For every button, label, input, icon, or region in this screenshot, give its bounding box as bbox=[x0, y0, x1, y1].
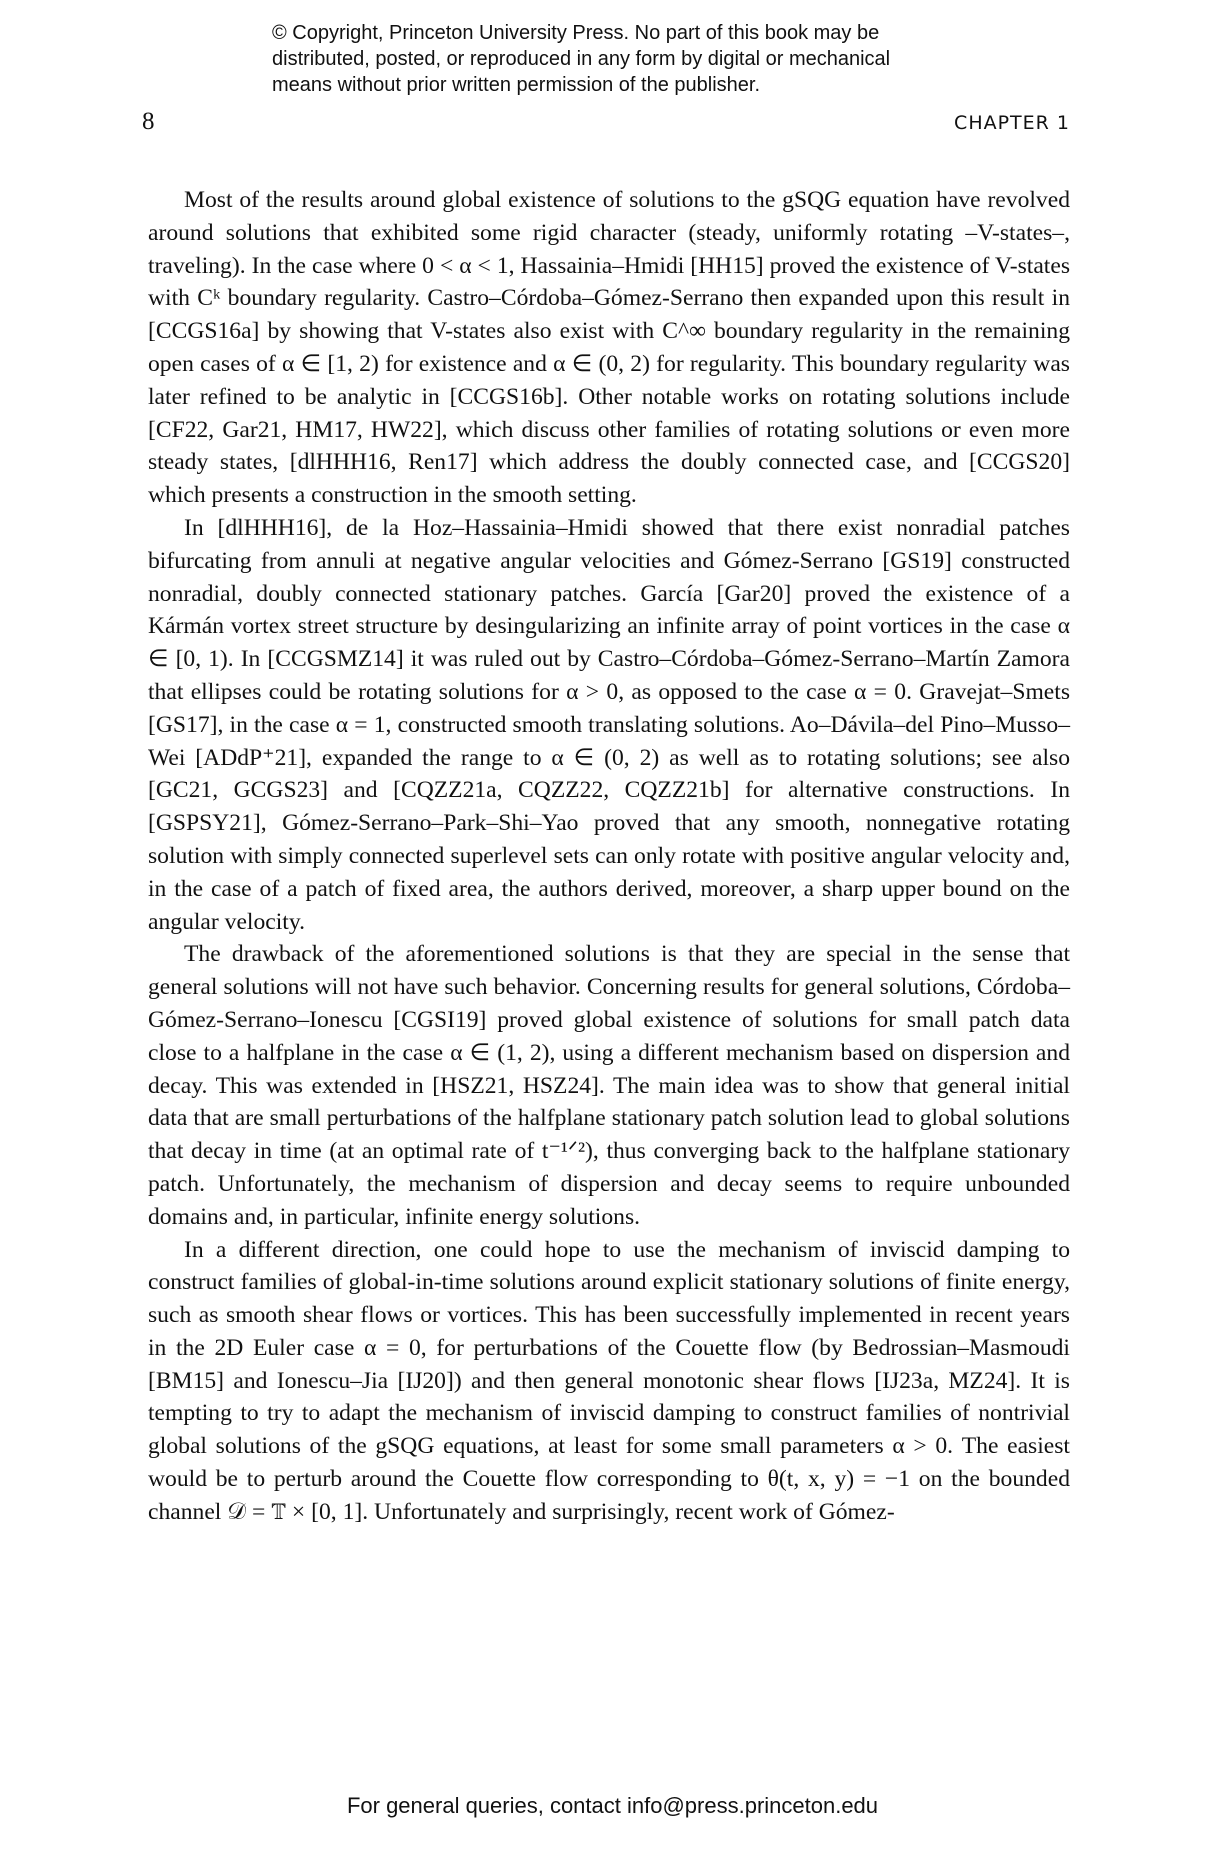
copyright-notice bbox=[272, 20, 992, 98]
copyright-line: means without prior written permission of the publisher. bbox=[272, 74, 761, 96]
copyright-line: © Copyright, Princeton University Press. No part of this book may be bbox=[272, 22, 880, 44]
running-head: CHAPTER 1 bbox=[954, 112, 1070, 134]
paragraph: Most of the results around global existence of solutions to the gSQG equation have revolved around solutions that exhibited some rigid character (steady, uniformly rotating –V-states–, traveling). In the case where 0 < α < 1, Hassainia–Hmidi [HH15] proved the existence of V-states with Cᵏ boundary regularity. Castro–Córdoba–Gómez-Serrano then expanded upon this result in [CCGS16a] by showing that V-states also exist with C^∞ boundary regularity in the remaining open cases of α ∈ [1, 2) for existence and α ∈ (0, 2) for regularity. This boundary regularity was later refined to be analytic in [CCGS16b]. Other notable works on rotating solutions include [CF22, Gar21, HM17, HW22], which discuss other families of rotating solutions or even more steady states, [dlHHH16, Ren17] which address the doubly connected case, and [CCGS20] which presents a construction in the smooth setting. bbox=[148, 187, 1070, 509]
footer-contact: For general queries, contact info@press.princeton.edu bbox=[346, 1793, 879, 1818]
body-text bbox=[148, 184, 1070, 1529]
page-number: 8 bbox=[142, 108, 155, 135]
paragraph: The drawback of the aforementioned solutions is that they are special in the sense that general solutions will not have such behavior. Concerning results for general solutions, Córdoba–Gómez-Serrano–Ionescu [CGSI19] proved global existence of solutions for small patch data close to a halfplane in the case α ∈ (1, 2), using a different mechanism based on dispersion and decay. This was extended in [HSZ21, HSZ24]. The main idea was to show that general initial data that are small perturbations of the halfplane stationary patch solution lead to global solutions that decay in time (at an optimal rate of t⁻¹ᐟ²), thus converging back to the halfplane stationary patch. Unfortunately, the mechanism of dispersion and decay seems to require unbounded domains and, in particular, infinite energy solutions. bbox=[148, 941, 1070, 1230]
paragraph: In [dlHHH16], de la Hoz–Hassainia–Hmidi showed that there exist nonradial patches bifurcating from annuli at negative angular velocities and Gómez-Serrano [GS19] constructed nonradial, doubly connected stationary patches. García [Gar20] proved the existence of a Kármán vortex street structure by desingularizing an infinite array of point vortices in the case α ∈ [0, 1). In [CCGSMZ14] it was ruled out by Castro–Córdoba–Gómez-Serrano–Martín Zamora that ellipses could be rotating solutions for α > 0, as opposed to the case α = 0. Gravejat–Smets [GS17], in the case α = 1, constructed smooth translating solutions. Ao–Dávila–del Pino–Musso–Wei [ADdP⁺21], expanded the range to α ∈ (0, 2) as well as to rotating solutions; see also [GC21, GCGS23] and [CQZZ21a, CQZZ22, CQZZ21b] for alternative constructions. In [GSPSY21], Gómez-Serrano–Park–Shi–Yao proved that any smooth, nonnegative rotating solution with simply connected superlevel sets can only rotate with positive angular velocity and, in the case of a patch of fixed area, the authors derived, moreover, a sharp upper bound on the angular velocity. bbox=[148, 514, 1070, 935]
paragraph: In a different direction, one could hope to use the mechanism of inviscid damping to construct families of global-in-time solutions around explicit stationary solutions of finite energy, such as smooth shear flows or vortices. This has been successfully implemented in recent years in the 2D Euler case α = 0, for perturbations of the Couette flow (by Bedrossian–Masmoudi [BM15] and Ionescu–Jia [IJ20]) and then general monotonic shear flows [IJ23a, MZ24]. It is tempting to try to adapt the mechanism of inviscid damping to construct families of nontrivial global solutions of the gSQG equations, at least for some small parameters α > 0. The easiest would be to perturb around the Couette flow corresponding to θ(t, x, y) = −1 on the bounded channel 𝒟 = 𝕋 × [0, 1]. Unfortunately and surprisingly, recent work of Gómez- bbox=[148, 1236, 1070, 1525]
copyright-line: distributed, posted, or reproduced in any form by digital or mechanical bbox=[272, 48, 891, 70]
